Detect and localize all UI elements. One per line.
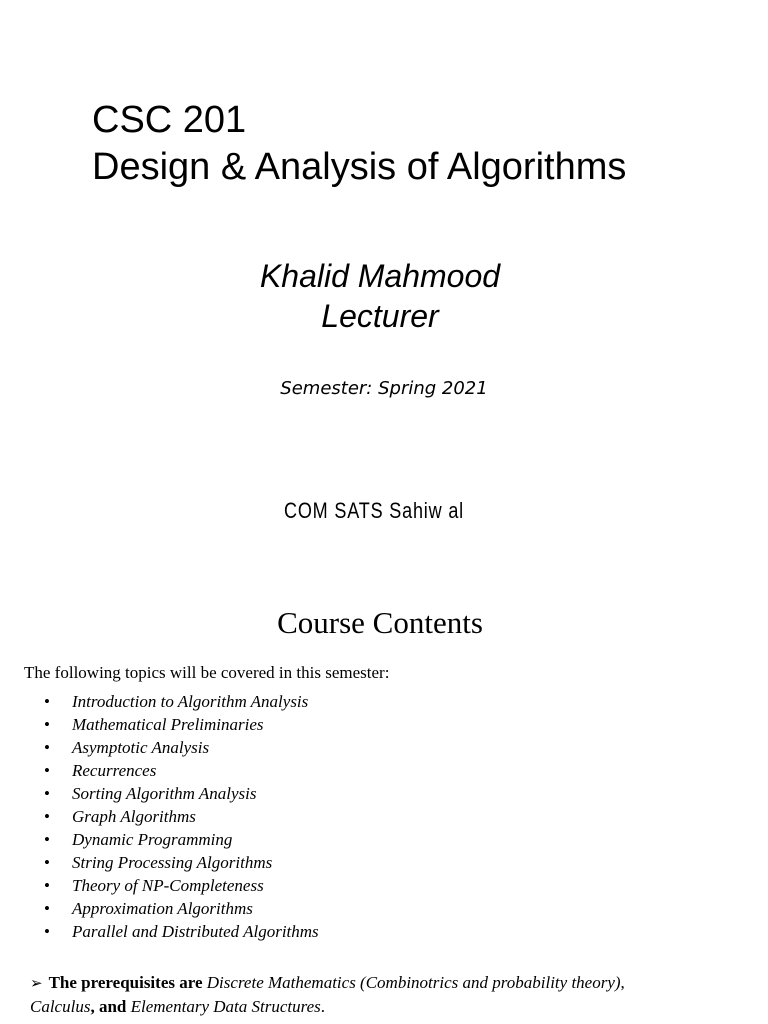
prerequisites-line-1	[30, 971, 625, 996]
prerequisite-subject: Discrete Mathematics (Combinotrics and probability theory)	[206, 973, 621, 992]
topic-item	[44, 713, 319, 736]
topic-label: Introduction to Algorithm Analysis	[72, 692, 309, 711]
course-title: Design & Analysis of Algorithms	[92, 146, 627, 188]
topic-label: String Processing Algorithms	[72, 853, 273, 872]
bullet-icon: •	[44, 715, 50, 734]
topic-item	[44, 690, 319, 713]
bullet-icon: •	[44, 853, 50, 872]
topic-item	[44, 874, 319, 897]
prerequisite-end: .	[320, 997, 325, 1016]
topics-intro: The following topics will be covered in this semester:	[24, 663, 390, 682]
topic-item	[44, 759, 319, 782]
course-contents-heading: Course Contents	[277, 605, 483, 640]
topic-item	[44, 828, 319, 851]
bullet-icon: •	[44, 807, 50, 826]
instructor-position: Lecturer	[321, 298, 439, 334]
topic-item	[44, 736, 319, 759]
bullet-icon: •	[44, 876, 50, 895]
prerequisite-subject: Calculus	[30, 997, 91, 1016]
semester-label: Semester: Spring 2021	[280, 378, 488, 399]
bullet-icon: •	[44, 784, 50, 803]
prerequisite-subject: Elementary Data Structures	[130, 997, 321, 1016]
prerequisites-lead: The prerequisites are	[48, 973, 203, 992]
topic-label: Theory of NP-Completeness	[72, 876, 264, 895]
topic-item	[44, 920, 319, 943]
topic-label: Parallel and Distributed Algorithms	[72, 922, 319, 941]
bullet-icon: •	[44, 922, 50, 941]
prerequisite-separator: ,	[620, 973, 625, 992]
bullet-icon: •	[44, 761, 50, 780]
topic-label: Recurrences	[72, 761, 157, 780]
topic-label: Sorting Algorithm Analysis	[72, 784, 257, 803]
topic-label: Asymptotic Analysis	[72, 738, 210, 757]
prerequisite-separator: , and	[90, 997, 127, 1016]
course-code: CSC 201	[92, 99, 247, 141]
instructor-name: Khalid Mahmood	[259, 258, 501, 294]
institution-name: COM SATS Sahiw al	[283, 498, 465, 523]
bullet-icon: •	[44, 738, 50, 757]
topic-item	[44, 805, 319, 828]
topic-item	[44, 897, 319, 920]
topic-label: Mathematical Preliminaries	[72, 715, 264, 734]
topic-label: Approximation Algorithms	[72, 899, 253, 918]
bullet-icon: •	[44, 830, 50, 849]
topics-list	[44, 690, 319, 943]
topic-label: Graph Algorithms	[72, 807, 196, 826]
prerequisites-line-2	[30, 995, 325, 1019]
arrow-bullet-icon: ➢	[30, 976, 43, 992]
topic-label: Dynamic Programming	[72, 830, 233, 849]
bullet-icon: •	[44, 899, 50, 918]
topic-item	[44, 782, 319, 805]
topic-item	[44, 851, 319, 874]
bullet-icon: •	[44, 692, 50, 711]
